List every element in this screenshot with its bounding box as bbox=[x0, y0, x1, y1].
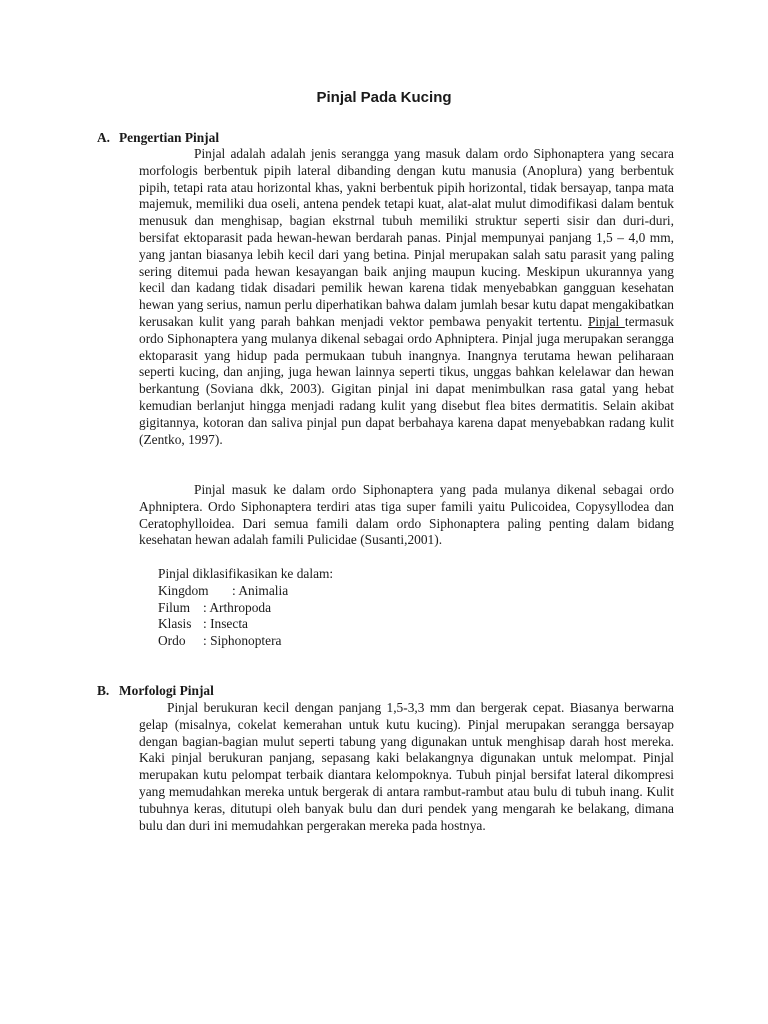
filum-label: Filum bbox=[158, 599, 190, 615]
filum-value: : Arthropoda bbox=[203, 599, 272, 615]
section-b-title: Morfologi Pinjal bbox=[119, 683, 214, 698]
paragraph-1-text-a: Pinjal adalah adalah jenis serangga yang masuk dalam ordo Siphonaptera yang secara morfologis berbentuk pipih lateral dibanding dengan kutu manusia (Anoplura) yang berbentuk pipih, tetapi rata atau horizontal khas, yakni berbentuk pipih horizontal, tidak bersayap, tanpa mata majemuk, memiliki dua oseli, antena pendek tetapi kuat, alat-alat mulut dimodifikasi dalam bentuk menusuk dan menghisap, bagian ekstrnal tubuh memiliki struktur seperti sisir dan duri-duri, bersifat ektoparasit pada hewan-hewan berdarah panas. Pinjal mempunyai panjang 1,5 – 4,0 mm, yang jantan biasanya lebih kecil dari yang betina. Pinjal merupakan salah satu parasit yang paling sering ditemui pada hewan kesayangan baik anjing maupun kucing. Meskipun ukurannya yang kecil dan kadang tidak disadari pemilik hewan karena tidak menyebabkan gangguan kesehatan hewan yang serius, namun perlu diperhatikan bahwa dalam jumlah besar kutu dapat mengakibatkan kerusakan kulit yang parah bahkan menjadi vektor pembawa penyakit tertentu. bbox=[139, 146, 674, 329]
classification-row-klasis bbox=[158, 616, 333, 633]
paragraph-1-text-b: termasuk ordo Siphonaptera yang mulanya dikenal sebagai ordo Aphniptera. Pinjal juga merupakan serangga ektoparasit yang hidup pada permukaan tubuh inangnya. Inangnya terutama hewan peliharaan seperti kucing, dan anjing, juga hewan lainnya seperti tikus, unggas bahkan kelelawar dan hewan berkantung (Soviana dkk, 2003). Gigitan pinjal ini dapat menimbulkan rasa gatal yang hebat kemudian berlanjut hingga menjadi radang kulit yang disebut flea bites dermatitis. Selain akibat gigitannya, kotoran dan saliva pinjal pun dapat berbahaya karena dapat menyebabkan radang kulit (Zentko, 1997). bbox=[139, 313, 674, 447]
classification-row-kingdom bbox=[158, 583, 333, 600]
underlined-word-pinjal: Pinjal bbox=[587, 313, 625, 329]
kingdom-label: Kingdom bbox=[158, 582, 209, 598]
klasis-label: Klasis bbox=[158, 616, 192, 632]
section-a-title: Pengertian Pinjal bbox=[119, 130, 220, 145]
classification-block bbox=[158, 566, 333, 650]
kingdom-value: : Animalia bbox=[232, 582, 289, 598]
classification-row-filum bbox=[158, 600, 333, 617]
ordo-label: Ordo bbox=[158, 633, 186, 649]
ordo-value: : Siphonoptera bbox=[203, 633, 282, 649]
section-a-heading bbox=[97, 130, 219, 146]
document-title: Pinjal Pada Kucing bbox=[316, 89, 452, 106]
section-a-paragraph-2: Pinjal masuk ke dalam ordo Siphonaptera yang pada mulanya dikenal sebagai ordo Aphniptera. Ordo Siphonaptera terdiri atas tiga super famili yaitu Pulicoidea, Copysyllodea dan Ceratophylloidea. Dari semua famili dalam ordo Siphonaptera paling penting dalam bidang kesehatan hewan adalah famili Pulicidae (Susanti,2001). bbox=[139, 482, 674, 548]
classification-row-ordo bbox=[158, 633, 333, 650]
section-a-number: A. bbox=[97, 130, 111, 145]
section-b-number: B. bbox=[97, 683, 110, 698]
klasis-value: : Insecta bbox=[203, 616, 248, 632]
section-b-heading bbox=[97, 683, 214, 699]
section-b-paragraph-1: Pinjal berukuran kecil dengan panjang 1,5-3,3 mm dan bergerak cepat. Biasanya berwarna gelap (misalnya, cokelat kemerahan untuk kutu kucing). Pinjal merupakan serangga bersayap dengan bagian-bagian mulut seperti tabung yang digunakan untuk menghisap darah host mereka. Kaki pinjal berukuran panjang, sepasang kaki belakangnya digunakan untuk melompat. Pinjal merupakan kutu pelompat terbaik diantara kelompoknya. Tubuh pinjal bersifat lateral dikompresi yang memudahkan mereka untuk bergerak di antara rambut-rambut atau bulu di tubuh inang. Kulit tubuhnya keras, ditutupi oleh banyak bulu dan duri pendek yang mengarah ke belakang, dimana bulu dan duri ini memudahkan pergerakan mereka pada hostnya. bbox=[139, 700, 674, 833]
section-a-paragraph-1 bbox=[139, 146, 674, 448]
classification-intro: Pinjal diklasifikasikan ke dalam: bbox=[158, 566, 334, 581]
